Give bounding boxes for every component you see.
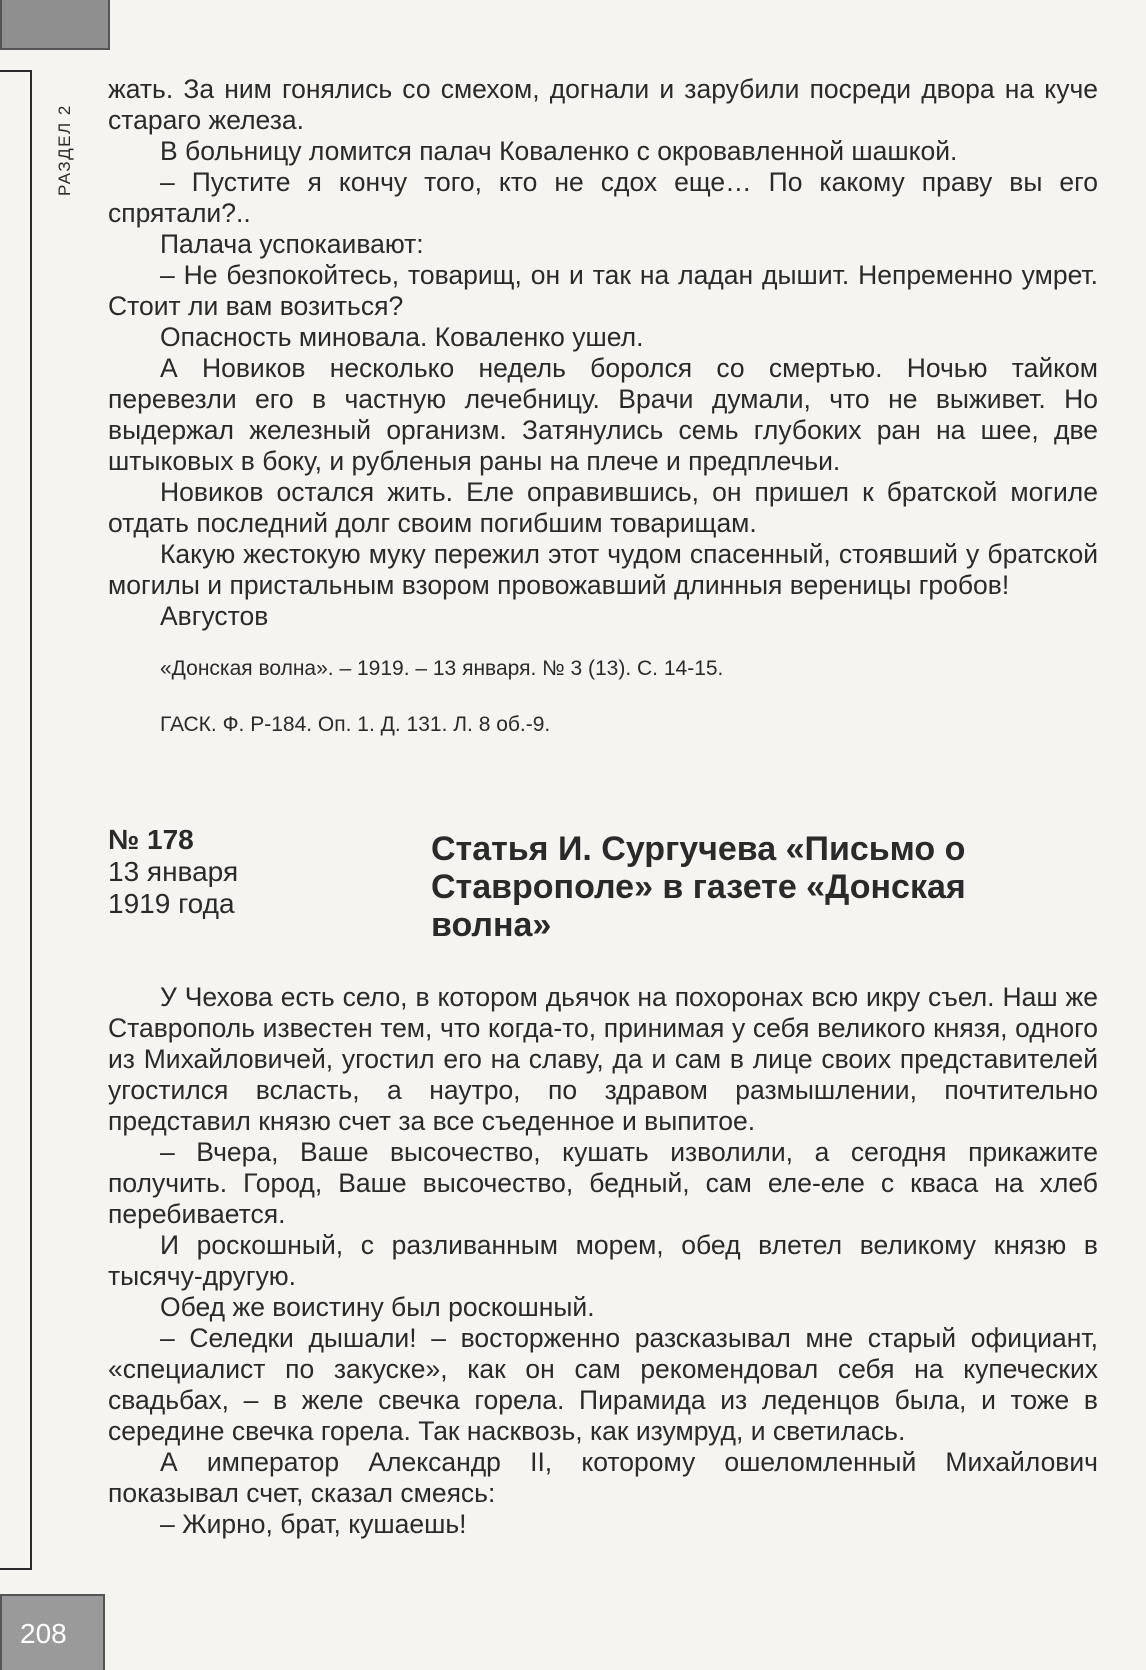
archive-reference: ГАСК. Ф. Р-184. Оп. 1. Д. 131. Л. 8 об.-9.	[160, 713, 551, 736]
paragraph: – Жирно, брат, кушаешь!	[160, 1509, 467, 1539]
document-date: 13 января	[108, 856, 239, 887]
document-header	[108, 824, 1098, 970]
paragraph: – Пустите я кончу того, кто не сдох еще… По какому праву вы его спрятали?..	[108, 167, 1098, 228]
document-number: № 178	[108, 824, 194, 855]
paragraph: Какую жестокую муку пережил этот чудом спасенный, стоявший у братской могилы и пристальным взором провожавший длинныя вереницы гробов!	[108, 539, 1098, 600]
margin-rule	[0, 70, 32, 1570]
document-year: 1919 года	[108, 888, 235, 919]
document-meta	[108, 824, 408, 920]
paragraph: Палача успокаивают:	[160, 229, 424, 259]
article-author: Августов	[160, 601, 269, 631]
paragraph: У Чехова есть село, в котором дьячок на похоронах всю икру съел. Наш же Ставрополь известен тем, что когда-то, принимая у себя великого князя, одного из Михайловичей, угостил его на славу, да и сам в лице своих представителей угостился всласть, а наутро, по здравом размышлении, почтительно представил князю счет за все съеденное и выпитое.	[108, 982, 1098, 1136]
paragraph: В больницу ломится палач Коваленко с окровавленной шашкой.	[160, 136, 958, 166]
page-body	[108, 74, 1098, 1540]
paragraph: – Не безпокойтесь, товарищ, он и так на ладан дышит. Непременно умрет. Стоит ли вам возиться?	[108, 260, 1098, 321]
paragraph: Опасность миновала. Коваленко ушел.	[160, 322, 644, 352]
paragraph: – Селедки дышали! – восторженно разсказывал мне старый официант, «специалист по закуске», как он сам рекомендовал себя на купеческих свадьбах, – в желе свечка горела. Пирамида из леденцов была, и тоже в середине свечка горела. Так насквозь, как изумруд, и светилась.	[108, 1323, 1098, 1446]
top-margin-tab	[0, 0, 110, 50]
section-label: РАЗДЕЛ 2	[55, 104, 74, 196]
paragraph: И роскошный, с разливанным морем, обед влетел великому князю в тысячу-другую.	[108, 1230, 1098, 1291]
document-article-text	[108, 982, 1098, 1540]
paragraph: А Новиков несколько недель боролся со смертью. Ночью тайком перевезли его в частную лечебницу. Врачи думали, что не выживет. Но выдержал железный организм. Затянулись семь глубоких ран на шее, две штыковых в боку, и рубленыя раны на плече и предплечьи.	[108, 353, 1098, 476]
previous-article-text	[108, 74, 1098, 601]
source-citation: «Донская волна». – 1919. – 13 января. № 3 (13). С. 14-15.	[160, 657, 724, 680]
paragraph: Новиков остался жить. Еле оправившись, он пришел к братской могиле отдать последний долг своим погибшим товарищам.	[108, 477, 1098, 538]
paragraph: Обед же воистину был роскошный.	[160, 1292, 595, 1322]
paragraph: жать. За ним гонялись со смехом, догнали и зарубили посреди двора на куче стараго железа.	[108, 74, 1098, 135]
document-title: Статья И. Сургучева «Письмо о Ставрополе» в газете «Донская волна»	[431, 830, 966, 944]
paragraph: А император Александр II, которому ошеломленный Михайлович показывал счет, сказал смеясь:	[108, 1447, 1098, 1508]
paragraph: – Вчера, Ваше высочество, кушать изволили, а сегодня прикажите получить. Город, Ваше высочество, бедный, сам еле-еле с кваса на хлеб перебивается.	[108, 1137, 1098, 1229]
page-number: 208	[20, 1618, 67, 1649]
